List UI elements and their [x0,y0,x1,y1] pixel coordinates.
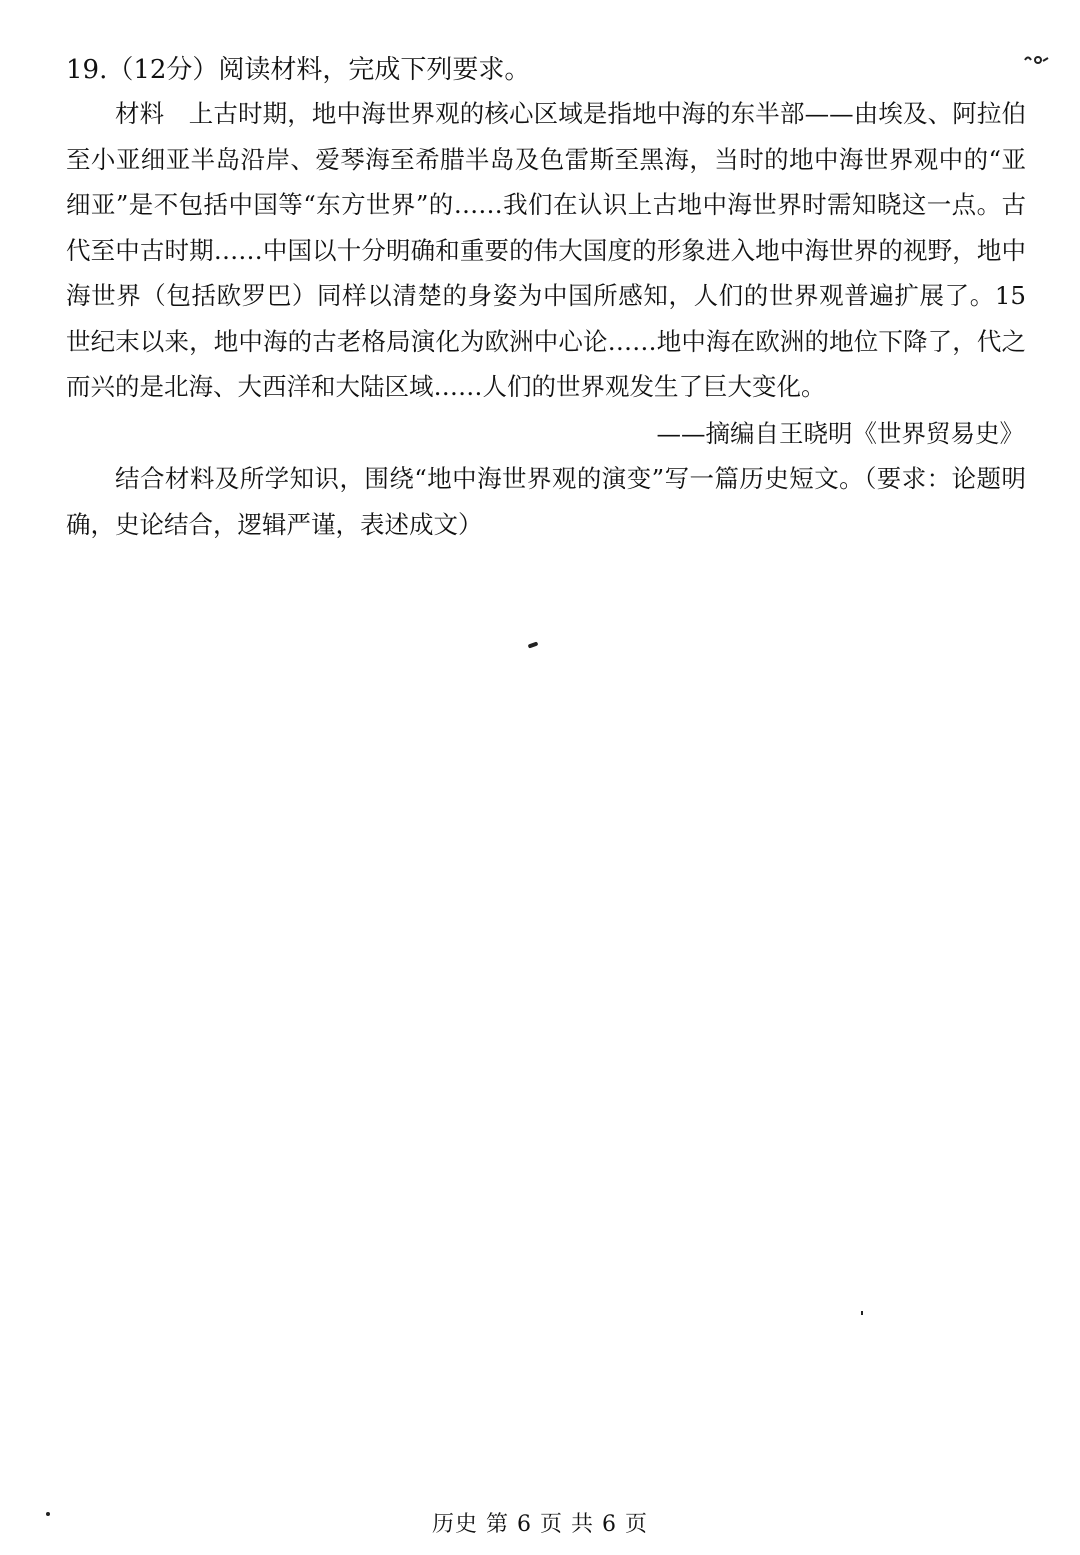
material-label: 材料 [115,99,165,128]
scan-mark-dash [528,641,539,648]
material-text: 上古时期，地中海世界观的核心区域是指地中海的东半部——由埃及、阿拉伯至小亚细亚半岛沿岸、爱琴海至希腊半岛及色雷斯至黑海，当时的地中海世界观中的“亚细亚”是不包括中国等“东方世界”的……我们在认识上古地中海世界时需知晓这一点。古代至中古时期……中国以十分明确和重要的伟大国度的形象进入地中海世界的视野，地中海世界（包括欧罗巴）同样以清楚的身姿为中国所感知，人们的世界观普遍扩展了。15世纪末以来，地中海的古老格局演化为欧洲中心论……地中海在欧洲的地位下降了，代之而兴的是北海、大西洋和大陆区域……人们的世界观发生了巨大变化。 [66,99,1026,401]
question-header: 19.（12分）阅读材料，完成下列要求。 [66,55,531,85]
task-instructions: 结合材料及所学知识，围绕“地中海世界观的演变”写一篇历史短文。（要求：论题明确，史论结合，逻辑严谨，表述成文） [66,464,1026,539]
material-source: ——摘编自王晓明《世界贸易史》 [656,419,1024,448]
scan-mark-dot [861,1311,863,1315]
scan-mark-corner [1022,52,1050,68]
page-footer: 历史 第 6 页 共 6 页 [432,1512,648,1537]
material-paragraph [66,91,1026,410]
